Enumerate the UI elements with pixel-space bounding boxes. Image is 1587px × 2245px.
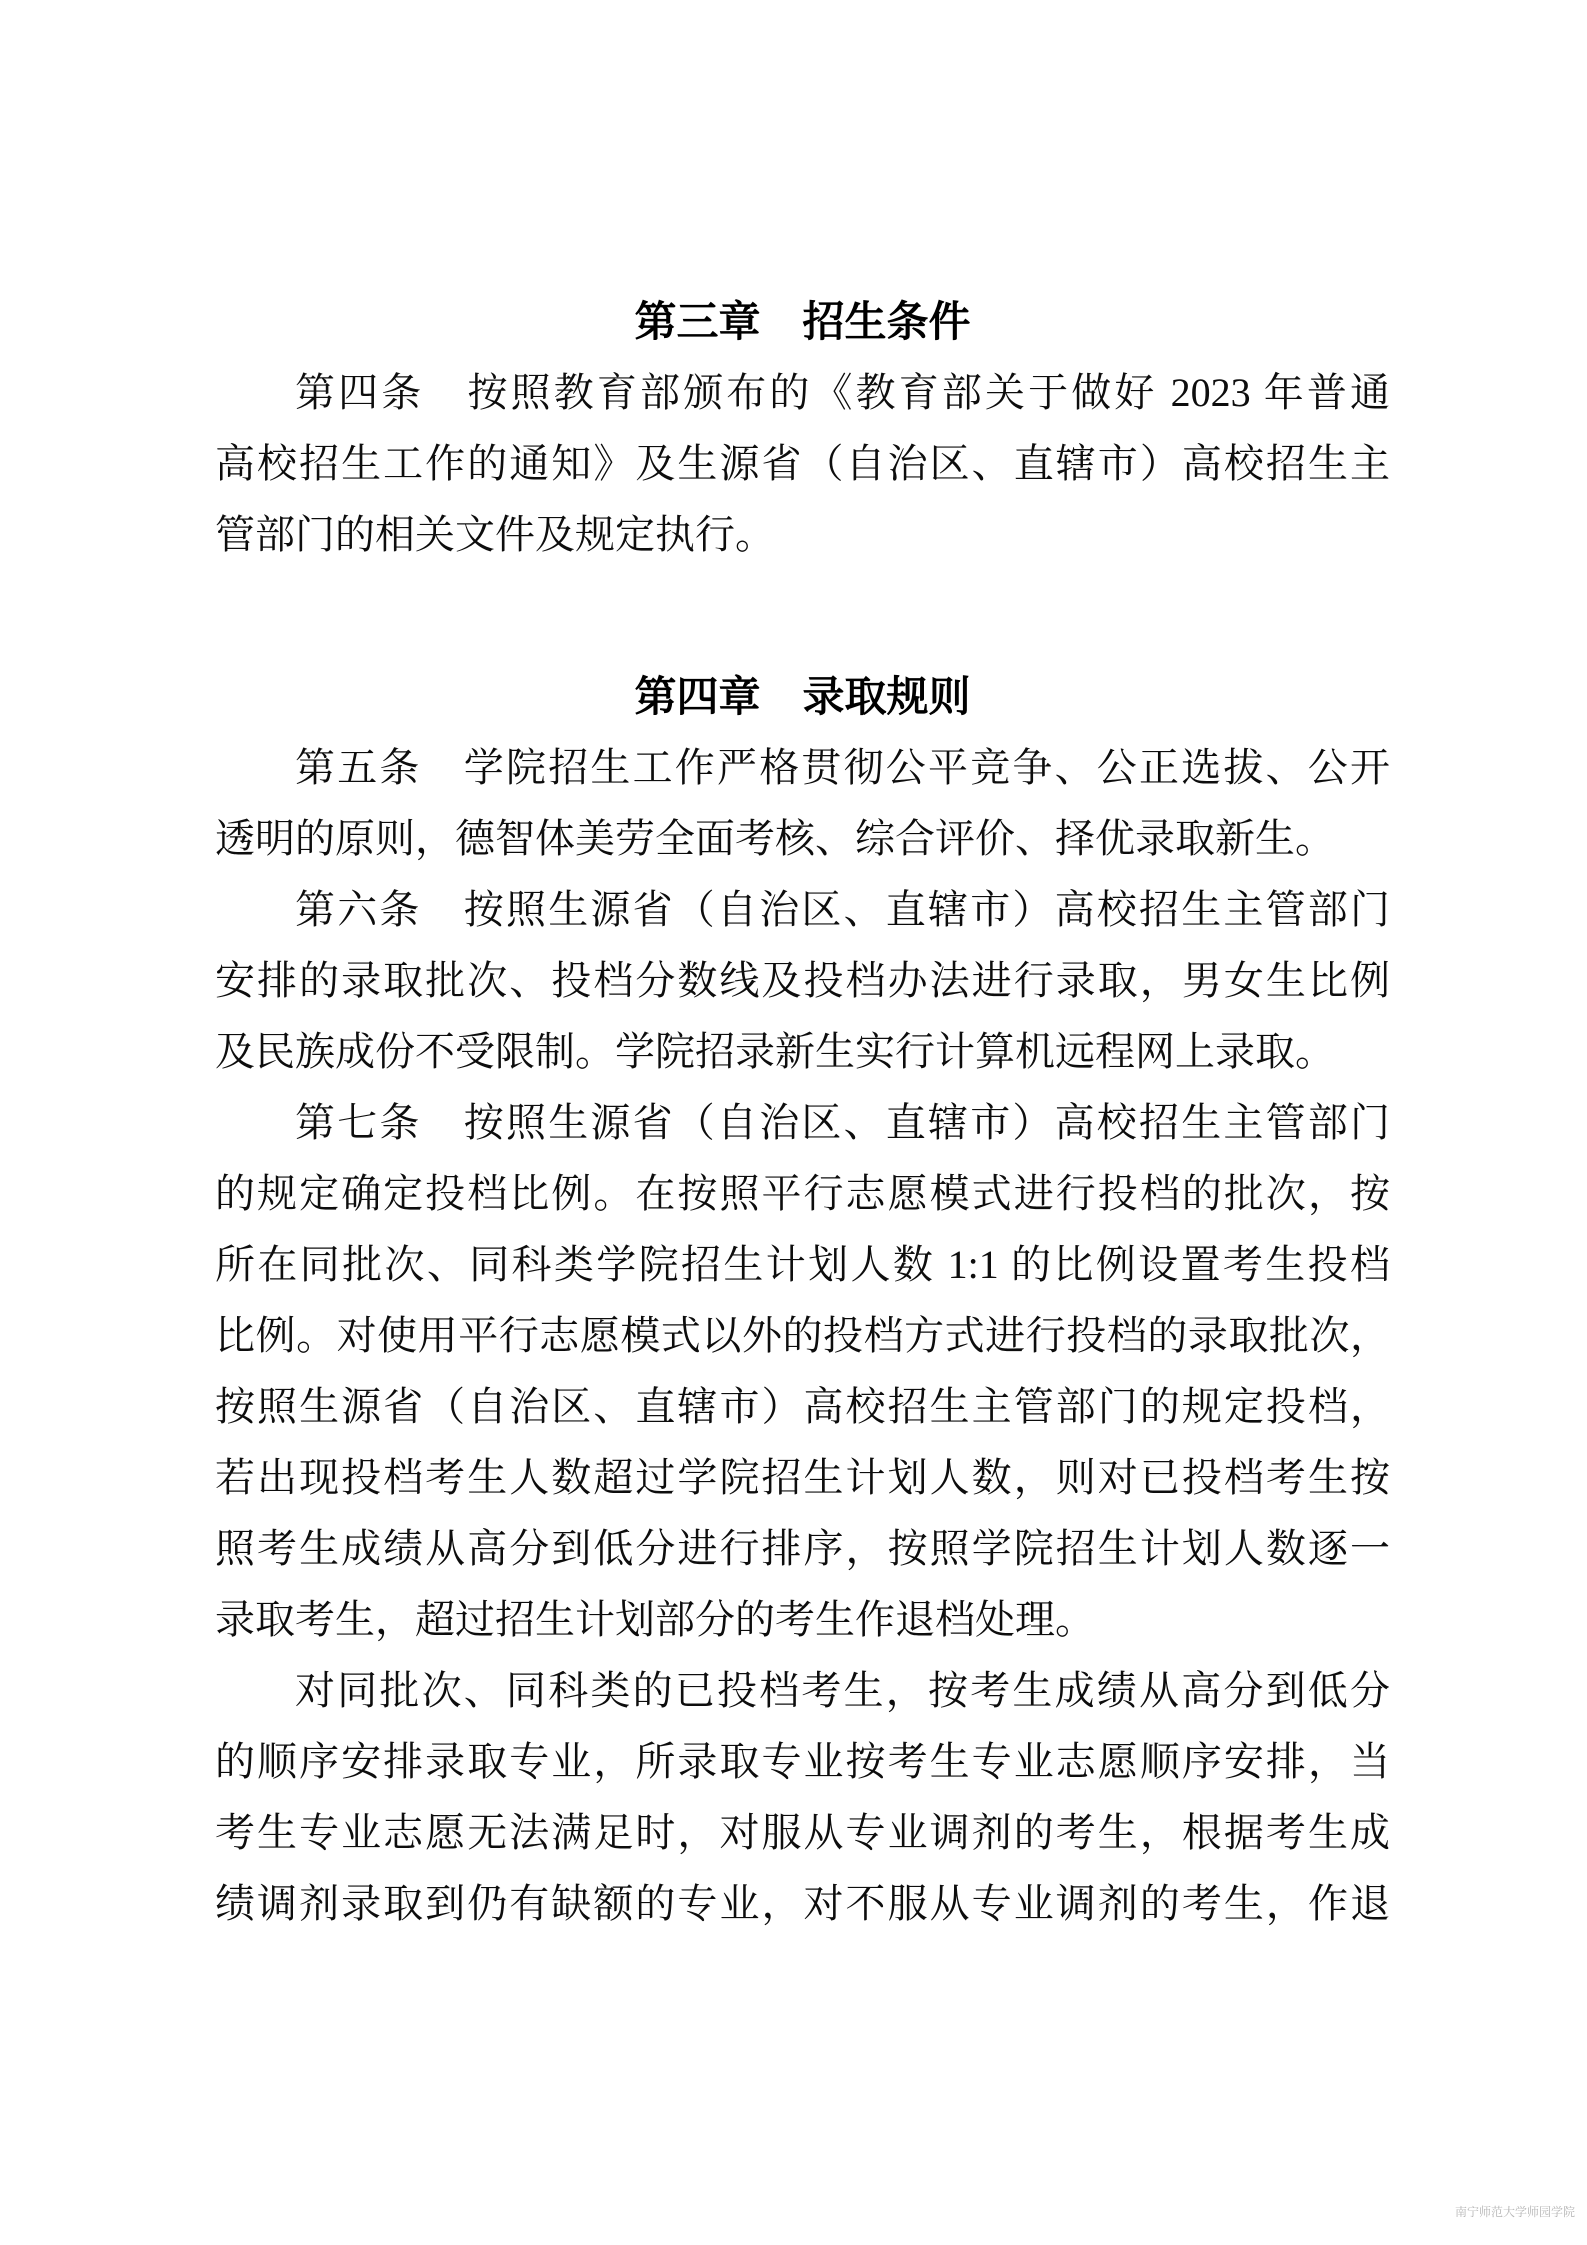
document-content (215, 286, 1390, 1939)
chapter-heading: 第三章 招生条件 (634, 298, 971, 345)
text-line: 的顺序安排录取专业，所录取专业按考生专业志愿顺序安排，当 (215, 1739, 1390, 1784)
text-line: 比例。对使用平行志愿模式以外的投档方式进行投档的录取批次， (215, 1313, 1390, 1358)
watermark-text: 南宁师范大学师园学院 (1454, 2205, 1575, 2219)
text-line: 第七条 按照生源省（自治区、直辖市）高校招生主管部门 (295, 1100, 1390, 1145)
text-line: 高校招生工作的通知》及生源省（自治区、直辖市）高校招生主 (215, 441, 1390, 486)
chapter-heading: 第四章 录取规则 (634, 673, 971, 720)
text-line: 录取考生，超过招生计划部分的考生作退档处理。 (215, 1597, 1095, 1642)
text-line: 绩调剂录取到仍有缺额的专业，对不服从专业调剂的考生，作退 (215, 1881, 1390, 1926)
body-paragraph (215, 732, 1390, 874)
text-line: 第五条 学院招生工作严格贯彻公平竞争、公正选拔、公开 (295, 745, 1390, 790)
text-line: 及民族成份不受限制。学院招录新生实行计算机远程网上录取。 (215, 1029, 1335, 1074)
text-line: 安排的录取批次、投档分数线及投档办法进行录取，男女生比例 (215, 958, 1390, 1003)
body-paragraph (215, 874, 1390, 1087)
body-paragraph (215, 1087, 1390, 1655)
text-line: 按照生源省（自治区、直辖市）高校招生主管部门的规定投档， (215, 1384, 1390, 1429)
text-line: 考生专业志愿无法满足时，对服从专业调剂的考生，根据考生成 (215, 1810, 1390, 1855)
text-line: 第四条 按照教育部颁布的《教育部关于做好 2023 年普通 (295, 370, 1390, 415)
text-line: 所在同批次、同科类学院招生计划人数 1:1 的比例设置考生投档 (215, 1242, 1390, 1287)
text-line: 对同批次、同科类的已投档考生，按考生成绩从高分到低分 (295, 1668, 1390, 1713)
body-paragraph (215, 357, 1390, 570)
text-line: 第六条 按照生源省（自治区、直辖市）高校招生主管部门 (295, 887, 1390, 932)
text-line: 若出现投档考生人数超过学院招生计划人数，则对已投档考生按 (215, 1455, 1390, 1500)
body-paragraph (215, 1655, 1390, 1939)
text-line: 照考生成绩从高分到低分进行排序，按照学院招生计划人数逐一 (215, 1526, 1390, 1571)
text-line: 管部门的相关文件及规定执行。 (215, 512, 775, 557)
text-line: 的规定确定投档比例。在按照平行志愿模式进行投档的批次，按 (215, 1171, 1390, 1216)
text-line: 透明的原则，德智体美劳全面考核、综合评价、择优录取新生。 (215, 816, 1335, 861)
